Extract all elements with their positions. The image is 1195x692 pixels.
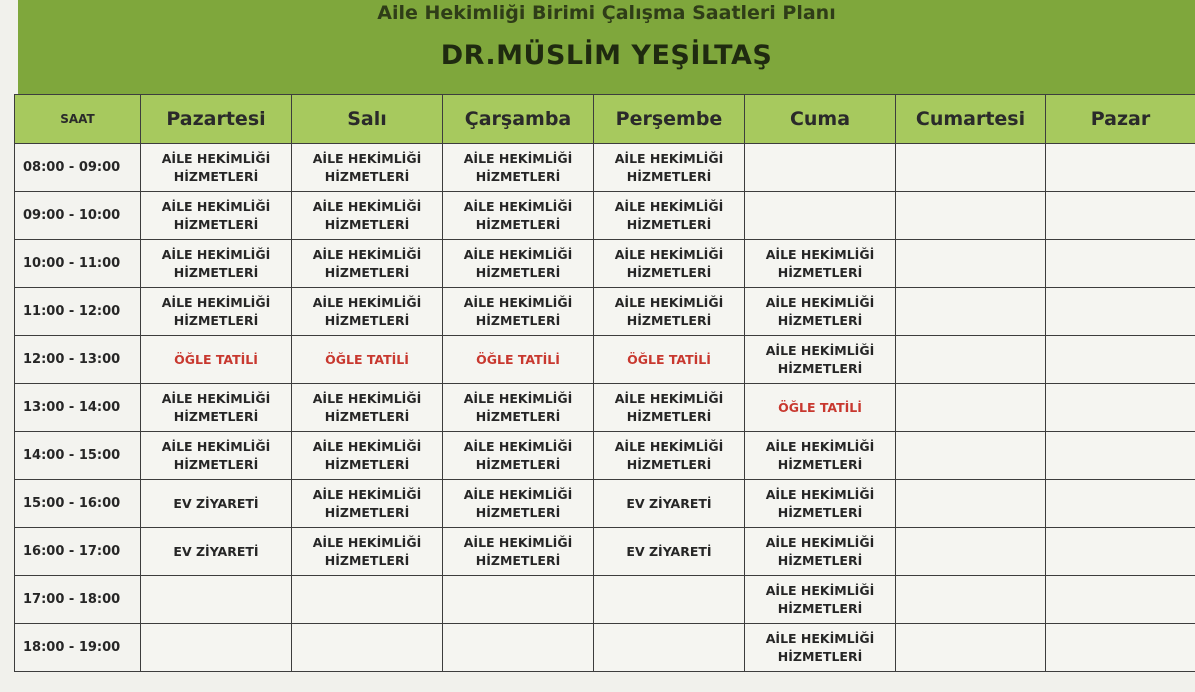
schedule-cell-carsamba bbox=[443, 624, 594, 672]
column-header-persembe: Perşembe bbox=[594, 95, 745, 144]
column-header-cumartesi: Cumartesi bbox=[896, 95, 1046, 144]
plan-header bbox=[18, 0, 1195, 96]
schedule-cell-pazartesi bbox=[141, 528, 292, 576]
schedule-cell-pazar bbox=[1046, 480, 1195, 528]
schedule-cell-persembe bbox=[594, 480, 745, 528]
time-slot-cell: 14:00 - 15:00 bbox=[15, 432, 141, 480]
schedule-cell-text: AİLE HEKİMLİĞİ HİZMETLERİ bbox=[614, 198, 724, 232]
schedule-cell-text: AİLE HEKİMLİĞİ HİZMETLERİ bbox=[765, 294, 875, 328]
schedule-cell-pazartesi bbox=[141, 336, 292, 384]
schedule-cell-text: AİLE HEKİMLİĞİ HİZMETLERİ bbox=[312, 150, 422, 184]
schedule-cell-cumartesi bbox=[896, 336, 1046, 384]
table-row bbox=[15, 288, 1195, 336]
schedule-cell-cuma bbox=[745, 192, 896, 240]
time-slot-cell: 13:00 - 14:00 bbox=[15, 384, 141, 432]
schedule-cell-text: ÖĞLE TATİLİ bbox=[174, 351, 258, 367]
schedule-cell-pazartesi bbox=[141, 480, 292, 528]
schedule-cell-cumartesi bbox=[896, 288, 1046, 336]
schedule-cell-carsamba bbox=[443, 576, 594, 624]
column-header-carsamba: Çarşamba bbox=[443, 95, 594, 144]
schedule-cell-cumartesi bbox=[896, 528, 1046, 576]
plan-subtitle: Aile Hekimliği Birimi Çalışma Saatleri Planı bbox=[377, 2, 836, 24]
table-row bbox=[15, 624, 1195, 672]
schedule-cell-carsamba bbox=[443, 192, 594, 240]
schedule-cell-text: AİLE HEKİMLİĞİ HİZMETLERİ bbox=[614, 390, 724, 424]
schedule-cell-text: AİLE HEKİMLİĞİ HİZMETLERİ bbox=[614, 438, 724, 472]
schedule-cell-text: AİLE HEKİMLİĞİ HİZMETLERİ bbox=[463, 150, 573, 184]
time-slot-cell: 10:00 - 11:00 bbox=[15, 240, 141, 288]
column-header-pazar: Pazar bbox=[1046, 95, 1195, 144]
schedule-table bbox=[14, 94, 1195, 672]
schedule-cell-carsamba bbox=[443, 144, 594, 192]
schedule-cell-text: AİLE HEKİMLİĞİ HİZMETLERİ bbox=[161, 438, 271, 472]
schedule-cell-text: AİLE HEKİMLİĞİ HİZMETLERİ bbox=[765, 582, 875, 616]
column-header-pazartesi: Pazartesi bbox=[141, 95, 292, 144]
schedule-cell-pazar bbox=[1046, 336, 1195, 384]
schedule-cell-sali bbox=[292, 480, 443, 528]
table-row bbox=[15, 240, 1195, 288]
schedule-cell-pazartesi bbox=[141, 240, 292, 288]
schedule-cell-cuma bbox=[745, 336, 896, 384]
schedule-cell-carsamba bbox=[443, 528, 594, 576]
schedule-cell-pazartesi bbox=[141, 144, 292, 192]
schedule-cell-text: AİLE HEKİMLİĞİ HİZMETLERİ bbox=[463, 486, 573, 520]
schedule-cell-cumartesi bbox=[896, 384, 1046, 432]
table-row bbox=[15, 576, 1195, 624]
column-header-saat: SAAT bbox=[15, 95, 141, 144]
schedule-cell-pazartesi bbox=[141, 624, 292, 672]
schedule-body bbox=[15, 144, 1195, 672]
schedule-cell-persembe bbox=[594, 336, 745, 384]
schedule-cell-text: ÖĞLE TATİLİ bbox=[325, 351, 409, 367]
time-slot-cell: 09:00 - 10:00 bbox=[15, 192, 141, 240]
time-slot-cell: 17:00 - 18:00 bbox=[15, 576, 141, 624]
schedule-cell-text: AİLE HEKİMLİĞİ HİZMETLERİ bbox=[765, 342, 875, 376]
schedule-cell-text: AİLE HEKİMLİĞİ HİZMETLERİ bbox=[161, 198, 271, 232]
schedule-cell-sali bbox=[292, 576, 443, 624]
column-header-cuma: Cuma bbox=[745, 95, 896, 144]
schedule-cell-pazar bbox=[1046, 240, 1195, 288]
schedule-cell-pazartesi bbox=[141, 384, 292, 432]
schedule-cell-text: AİLE HEKİMLİĞİ HİZMETLERİ bbox=[463, 294, 573, 328]
schedule-cell-cumartesi bbox=[896, 576, 1046, 624]
schedule-cell-carsamba bbox=[443, 336, 594, 384]
schedule-cell-cuma bbox=[745, 624, 896, 672]
schedule-cell-cumartesi bbox=[896, 432, 1046, 480]
schedule-cell-pazar bbox=[1046, 288, 1195, 336]
table-row bbox=[15, 336, 1195, 384]
schedule-cell-text: AİLE HEKİMLİĞİ HİZMETLERİ bbox=[765, 534, 875, 568]
schedule-cell-text: ÖĞLE TATİLİ bbox=[627, 351, 711, 367]
schedule-cell-cuma bbox=[745, 288, 896, 336]
schedule-cell-text: AİLE HEKİMLİĞİ HİZMETLERİ bbox=[161, 390, 271, 424]
column-header-row bbox=[15, 95, 1195, 144]
schedule-cell-text: AİLE HEKİMLİĞİ HİZMETLERİ bbox=[161, 294, 271, 328]
schedule-cell-text: AİLE HEKİMLİĞİ HİZMETLERİ bbox=[161, 150, 271, 184]
table-row bbox=[15, 384, 1195, 432]
schedule-cell-text: AİLE HEKİMLİĞİ HİZMETLERİ bbox=[463, 246, 573, 280]
schedule-cell-sali bbox=[292, 192, 443, 240]
schedule-cell-persembe bbox=[594, 432, 745, 480]
schedule-cell-text: AİLE HEKİMLİĞİ HİZMETLERİ bbox=[463, 198, 573, 232]
schedule-cell-text: EV ZİYARETİ bbox=[626, 543, 712, 559]
schedule-cell-persembe bbox=[594, 384, 745, 432]
time-slot-cell: 16:00 - 17:00 bbox=[15, 528, 141, 576]
time-slot-cell: 12:00 - 13:00 bbox=[15, 336, 141, 384]
time-slot-cell: 18:00 - 19:00 bbox=[15, 624, 141, 672]
schedule-cell-text: AİLE HEKİMLİĞİ HİZMETLERİ bbox=[765, 246, 875, 280]
schedule-cell-text: AİLE HEKİMLİĞİ HİZMETLERİ bbox=[614, 294, 724, 328]
schedule-cell-text: ÖĞLE TATİLİ bbox=[778, 399, 862, 415]
schedule-cell-pazartesi bbox=[141, 288, 292, 336]
schedule-cell-text: AİLE HEKİMLİĞİ HİZMETLERİ bbox=[614, 150, 724, 184]
schedule-cell-pazar bbox=[1046, 624, 1195, 672]
schedule-cell-cumartesi bbox=[896, 624, 1046, 672]
schedule-cell-sali bbox=[292, 432, 443, 480]
schedule-cell-persembe bbox=[594, 192, 745, 240]
column-header-sali: Salı bbox=[292, 95, 443, 144]
schedule-cell-text: AİLE HEKİMLİĞİ HİZMETLERİ bbox=[463, 438, 573, 472]
schedule-cell-text: AİLE HEKİMLİĞİ HİZMETLERİ bbox=[312, 390, 422, 424]
schedule-cell-sali bbox=[292, 624, 443, 672]
schedule-cell-carsamba bbox=[443, 384, 594, 432]
schedule-cell-text: AİLE HEKİMLİĞİ HİZMETLERİ bbox=[765, 630, 875, 664]
schedule-cell-cuma bbox=[745, 144, 896, 192]
schedule-cell-sali bbox=[292, 528, 443, 576]
schedule-cell-pazar bbox=[1046, 192, 1195, 240]
schedule-cell-cumartesi bbox=[896, 240, 1046, 288]
table-row bbox=[15, 480, 1195, 528]
schedule-cell-text: AİLE HEKİMLİĞİ HİZMETLERİ bbox=[312, 438, 422, 472]
schedule-cell-pazar bbox=[1046, 528, 1195, 576]
schedule-cell-pazartesi bbox=[141, 576, 292, 624]
schedule-cell-pazar bbox=[1046, 144, 1195, 192]
schedule-cell-text: AİLE HEKİMLİĞİ HİZMETLERİ bbox=[765, 486, 875, 520]
table-row bbox=[15, 528, 1195, 576]
schedule-cell-cuma bbox=[745, 576, 896, 624]
schedule-cell-persembe bbox=[594, 240, 745, 288]
schedule-cell-carsamba bbox=[443, 480, 594, 528]
schedule-cell-text: AİLE HEKİMLİĞİ HİZMETLERİ bbox=[312, 198, 422, 232]
time-slot-cell: 11:00 - 12:00 bbox=[15, 288, 141, 336]
table-row bbox=[15, 192, 1195, 240]
schedule-cell-persembe bbox=[594, 528, 745, 576]
schedule-cell-sali bbox=[292, 144, 443, 192]
schedule-cell-sali bbox=[292, 384, 443, 432]
schedule-cell-sali bbox=[292, 240, 443, 288]
schedule-cell-pazar bbox=[1046, 576, 1195, 624]
schedule-cell-carsamba bbox=[443, 288, 594, 336]
schedule-cell-carsamba bbox=[443, 432, 594, 480]
schedule-cell-persembe bbox=[594, 624, 745, 672]
schedule-cell-text: AİLE HEKİMLİĞİ HİZMETLERİ bbox=[463, 534, 573, 568]
schedule-cell-cumartesi bbox=[896, 192, 1046, 240]
schedule-cell-text: AİLE HEKİMLİĞİ HİZMETLERİ bbox=[312, 246, 422, 280]
schedule-cell-cuma bbox=[745, 384, 896, 432]
time-slot-cell: 15:00 - 16:00 bbox=[15, 480, 141, 528]
schedule-cell-pazar bbox=[1046, 432, 1195, 480]
doctor-name-title: DR.MÜSLİM YEŞİLTAŞ bbox=[440, 40, 773, 71]
time-slot-cell: 08:00 - 09:00 bbox=[15, 144, 141, 192]
schedule-cell-text: ÖĞLE TATİLİ bbox=[476, 351, 560, 367]
schedule-cell-text: AİLE HEKİMLİĞİ HİZMETLERİ bbox=[614, 246, 724, 280]
schedule-cell-cuma bbox=[745, 528, 896, 576]
schedule-cell-cuma bbox=[745, 480, 896, 528]
schedule-cell-persembe bbox=[594, 288, 745, 336]
schedule-cell-text: AİLE HEKİMLİĞİ HİZMETLERİ bbox=[161, 246, 271, 280]
table-row bbox=[15, 144, 1195, 192]
schedule-cell-sali bbox=[292, 288, 443, 336]
table-row bbox=[15, 432, 1195, 480]
schedule-cell-persembe bbox=[594, 144, 745, 192]
schedule-cell-pazar bbox=[1046, 384, 1195, 432]
schedule-cell-text: EV ZİYARETİ bbox=[626, 495, 712, 511]
schedule-cell-sali bbox=[292, 336, 443, 384]
schedule-cell-persembe bbox=[594, 576, 745, 624]
schedule-cell-text: EV ZİYARETİ bbox=[173, 495, 259, 511]
schedule-cell-text: AİLE HEKİMLİĞİ HİZMETLERİ bbox=[312, 294, 422, 328]
schedule-cell-text: AİLE HEKİMLİĞİ HİZMETLERİ bbox=[463, 390, 573, 424]
schedule-cell-text: AİLE HEKİMLİĞİ HİZMETLERİ bbox=[312, 534, 422, 568]
schedule-cell-pazartesi bbox=[141, 192, 292, 240]
schedule-cell-cuma bbox=[745, 432, 896, 480]
schedule-cell-cuma bbox=[745, 240, 896, 288]
schedule-cell-carsamba bbox=[443, 240, 594, 288]
schedule-cell-cumartesi bbox=[896, 144, 1046, 192]
schedule-cell-text: AİLE HEKİMLİĞİ HİZMETLERİ bbox=[312, 486, 422, 520]
schedule-cell-text: AİLE HEKİMLİĞİ HİZMETLERİ bbox=[765, 438, 875, 472]
schedule-cell-pazartesi bbox=[141, 432, 292, 480]
schedule-cell-cumartesi bbox=[896, 480, 1046, 528]
schedule-cell-text: EV ZİYARETİ bbox=[173, 543, 259, 559]
